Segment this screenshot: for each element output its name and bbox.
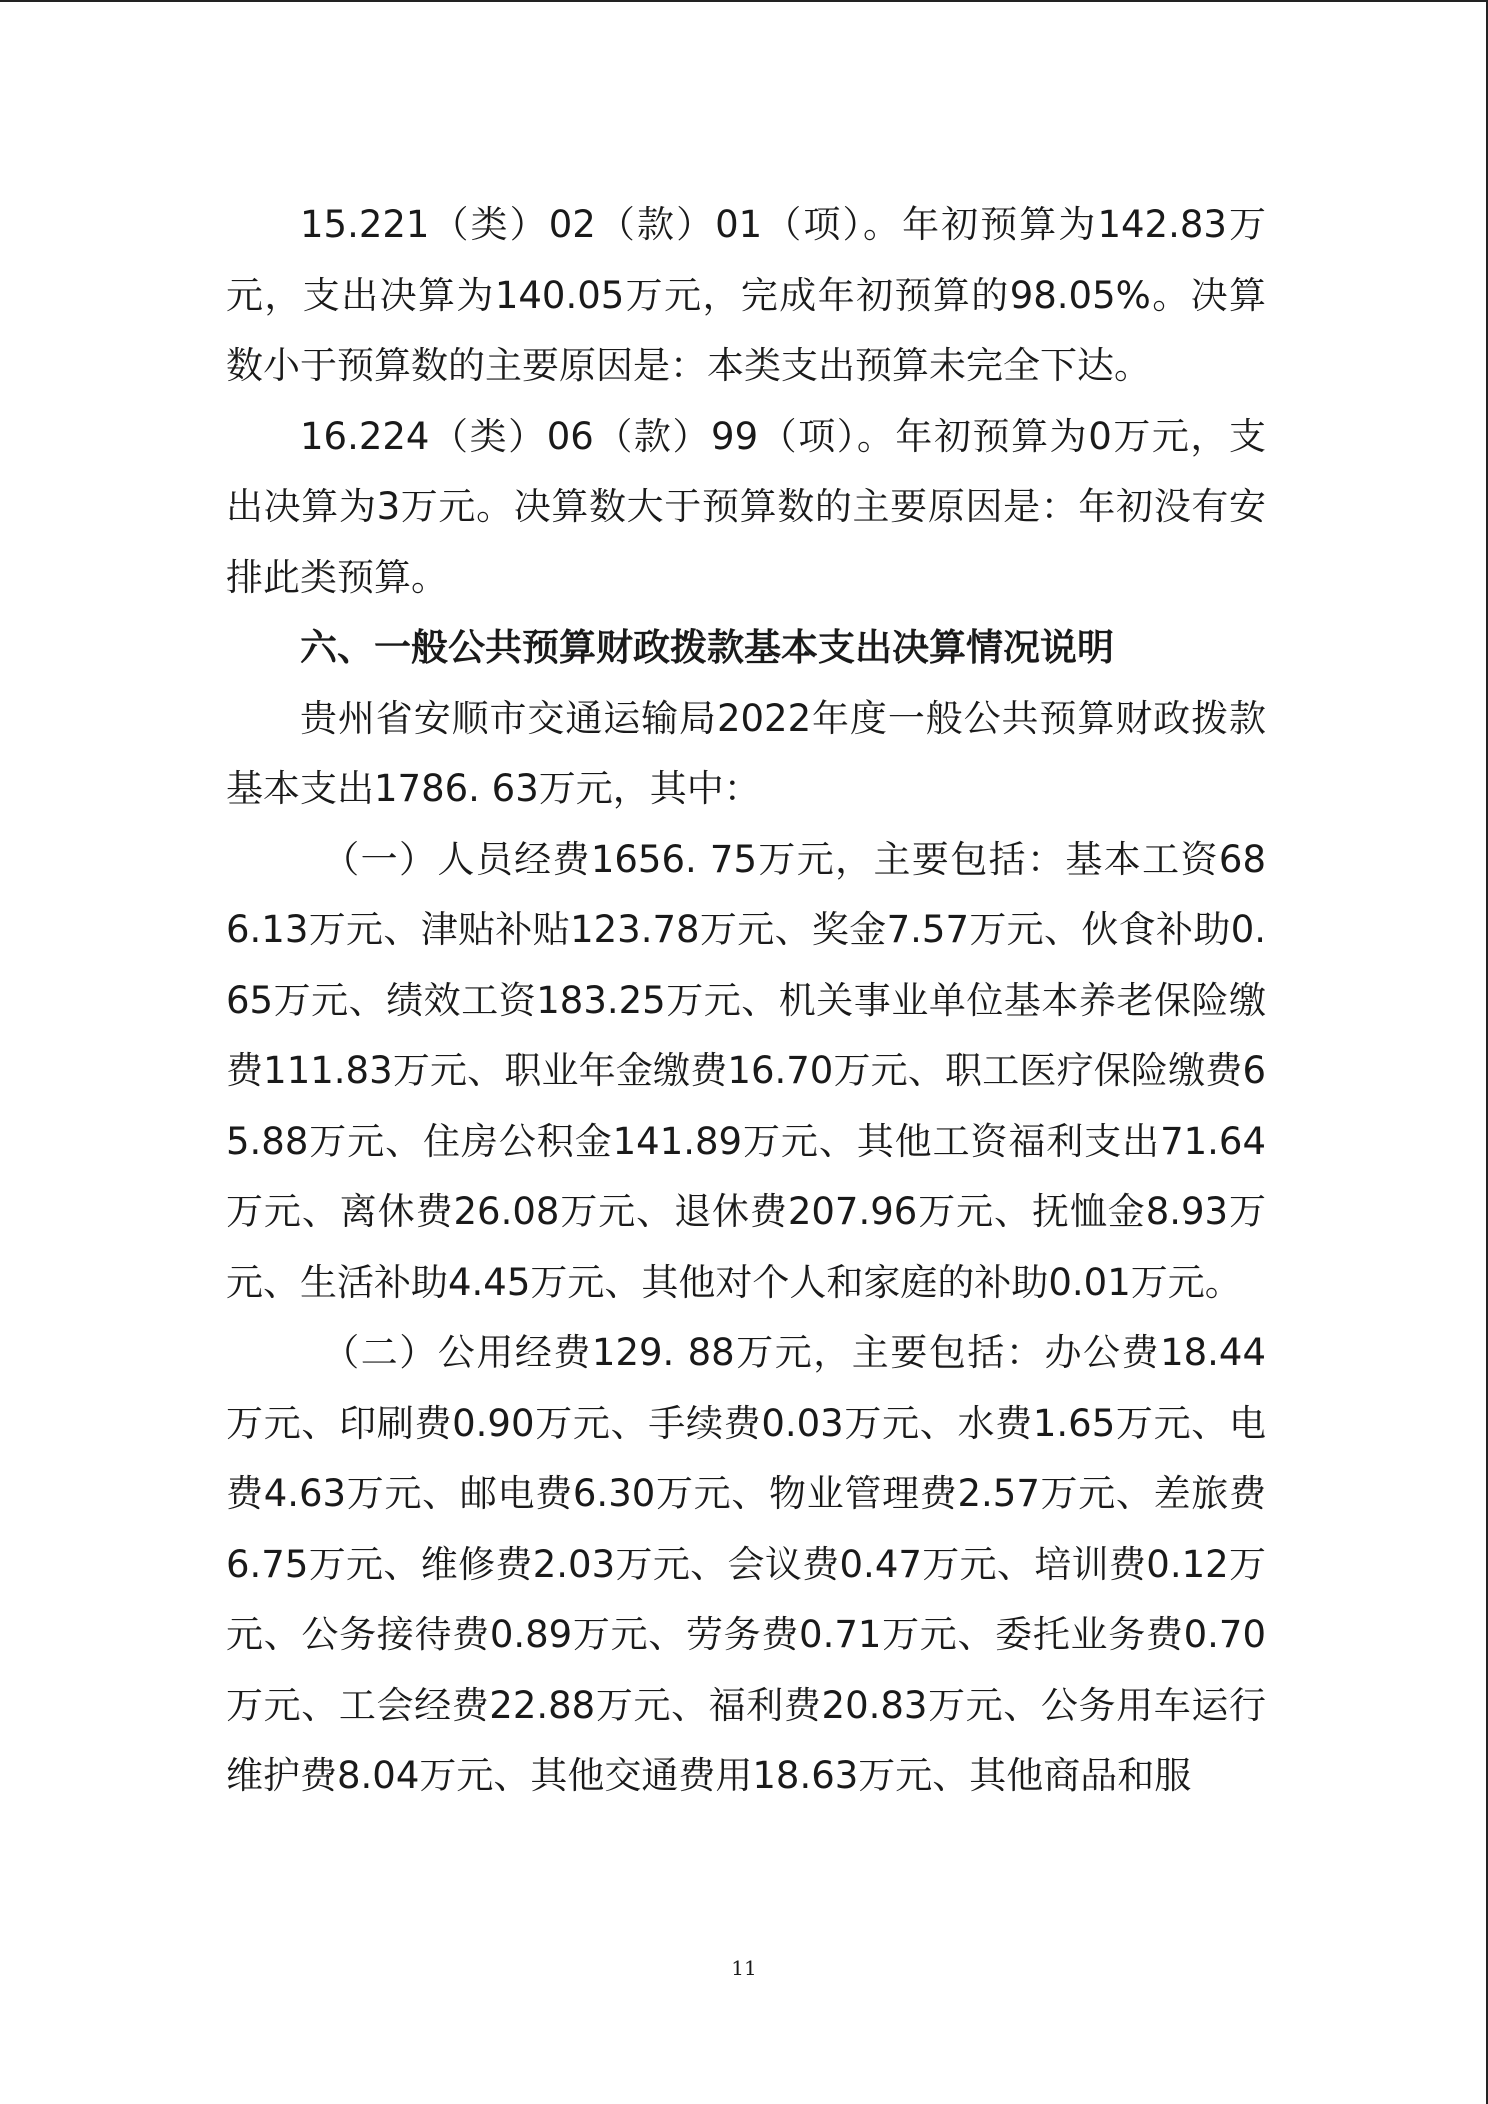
page-number: 11 xyxy=(731,1956,757,1980)
paragraph-basic-expenditure-total: 贵州省安顺市交通运输局2022年度一般公共预算财政拨款基本支出1786. 63万元，其中： xyxy=(226,696,1266,810)
document-body xyxy=(226,190,1266,1812)
paragraph-public-expenses: （二）公用经费129. 88万元，主要包括：办公费18.44万元、印刷费0.90万元、手续费0.03万元、水费1.65万元、电费4.63万元、邮电费6.30万元、物业管理费2.57万元、差旅费6.75万元、维修费2.03万元、会议费0.47万元、培训费0.12万元、公务接待费0.89万元、劳务费0.71万元、委托业务费0.70万元、工会经费22.88万元、福利费20.83万元、公务用车运行维护费8.04万元、其他交通费用18.63万元、其他商品和服 xyxy=(226,1331,1266,1797)
paragraph-personnel-expenses: （一）人员经费1656. 75万元，主要包括：基本工资686.13万元、津贴补贴123.78万元、奖金7.57万元、伙食补助0.65万元、绩效工资183.25万元、机关事业单位基本养老保险缴费111.83万元、职业年金缴费16.70万元、职工医疗保险缴费65.88万元、住房公积金141.89万元、其他工资福利支出71.64万元、离休费26.08万元、退休费207.96万元、抚恤金8.93万元、生活补助4.45万元、其他对个人和家庭的补助0.01万元。 xyxy=(226,837,1266,1304)
paragraph-item-16-224: 16.224（类）06（款）99（项）。年初预算为0万元，支出决算为3万元。决算数大于预算数的主要原因是：年初没有安排此类预算。 xyxy=(226,414,1266,599)
page-border-top xyxy=(0,0,1488,2)
section-heading-basic-expenditure: 六、一般公共预算财政拨款基本支出决算情况说明 xyxy=(300,626,1114,669)
paragraph-item-15-221: 15.221（类）02（款）01（项）。年初预算为142.83万元，支出决算为140.05万元，完成年初预算的98.05%。决算数小于预算数的主要原因是：本类支出预算未完全下达。 xyxy=(226,203,1266,387)
